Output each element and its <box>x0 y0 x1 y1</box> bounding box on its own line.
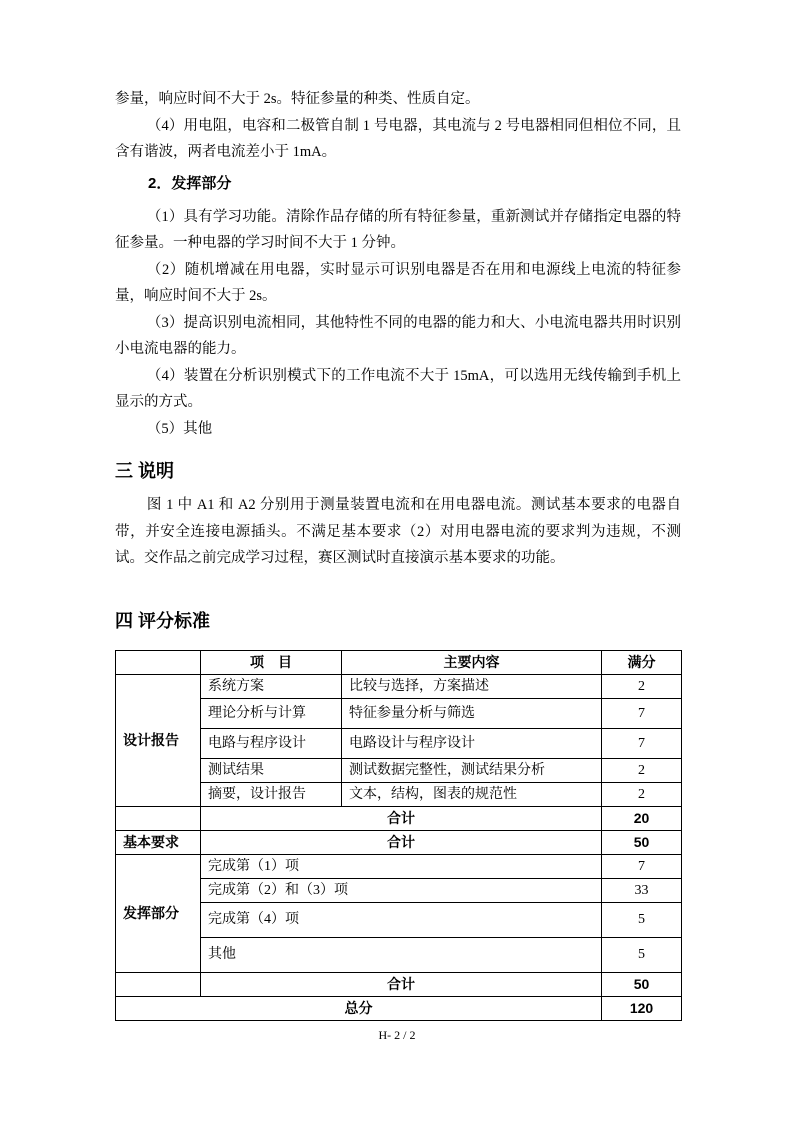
cell-content: 比较与选择，方案描述 <box>342 674 602 698</box>
table-row <box>116 758 682 782</box>
advanced-subtotal-label: 合计 <box>201 972 602 996</box>
page-content <box>115 86 681 1021</box>
empty-cell <box>116 806 201 830</box>
table-row <box>116 674 682 698</box>
header-item: 项 目 <box>201 650 342 674</box>
page-footer: H- 2 / 2 <box>378 1028 416 1042</box>
table-row <box>116 698 682 728</box>
cell-item: 电路与程序设计 <box>201 728 342 758</box>
heading-advanced-part: 2．发挥部分 <box>148 174 232 192</box>
cell-score: 7 <box>602 854 682 878</box>
group-label-advanced: 发挥部分 <box>116 854 201 972</box>
advanced-subtotal-score: 50 <box>602 972 682 996</box>
table-row <box>116 902 682 937</box>
cell-score: 5 <box>602 937 682 972</box>
cell-score: 2 <box>602 782 682 806</box>
empty-cell <box>116 972 201 996</box>
cell-content: 其他 <box>201 937 602 972</box>
cell-score: 7 <box>602 728 682 758</box>
table-row <box>116 937 682 972</box>
cell-item: 测试结果 <box>201 758 342 782</box>
cell-content: 文本，结构，图表的规范性 <box>342 782 602 806</box>
cell-content: 完成第（4）项 <box>201 902 602 937</box>
total-row <box>116 996 682 1020</box>
heading-section-scoring: 四 评分标准 <box>115 610 211 631</box>
cell-score: 5 <box>602 902 682 937</box>
paragraph-advanced-item-4: （4）装置在分析识别模式下的工作电流不大于 15mA，可以选用无线传输到手机上显示的方式。 <box>115 367 681 410</box>
table-row <box>116 854 682 878</box>
advanced-subtotal-row <box>116 972 682 996</box>
cell-score: 2 <box>602 674 682 698</box>
cell-item: 摘要，设计报告 <box>201 782 342 806</box>
heading-section-explanation: 三 说明 <box>115 461 175 481</box>
header-score: 满分 <box>602 650 682 674</box>
paragraph-advanced-item-5: （5）其他 <box>146 420 213 437</box>
design-subtotal-score: 20 <box>602 806 682 830</box>
cell-content: 特征参量分析与筛选 <box>342 698 602 728</box>
paragraph-continuation: 参量，响应时间不大于 2s。特征参量的种类、性质自定。 <box>115 91 480 107</box>
basic-subtotal-row <box>116 830 682 854</box>
paragraph-explanation: 图 1 中 A1 和 A2 分别用于测量装置电流和在用电器电流。测试基本要求的电器自带，并安全连接电源插头。不满足基本要求（2）对用电器电流的要求判为违规，不测试。交作品之前完成学习过程，赛区测试时直接演示基本要求的功能。 <box>115 497 681 566</box>
cell-content: 完成第（2）和（3）项 <box>201 878 602 902</box>
cell-item: 系统方案 <box>201 674 342 698</box>
cell-content: 完成第（1）项 <box>201 854 602 878</box>
design-subtotal-label: 合计 <box>201 806 602 830</box>
paragraph-advanced-item-3: （3）提高识别电流相同，其他特性不同的电器的能力和大、小电流电器共用时识别小电流电器的能力。 <box>115 314 681 357</box>
cell-score: 2 <box>602 758 682 782</box>
group-label-basic: 基本要求 <box>116 830 201 854</box>
paragraph-advanced-item-2: （2）随机增减在用电器，实时显示可识别电器是否在用和电源线上电流的特征参量，响应时间不大于 2s。 <box>115 261 681 304</box>
table-header-row <box>116 650 682 674</box>
table-row <box>116 728 682 758</box>
cell-item: 理论分析与计算 <box>201 698 342 728</box>
score-table <box>115 650 682 1021</box>
design-subtotal-row <box>116 806 682 830</box>
cell-score: 33 <box>602 878 682 902</box>
header-empty-cell <box>116 650 201 674</box>
basic-subtotal-score: 50 <box>602 830 682 854</box>
paragraph-advanced-item-1: （1）具有学习功能。清除作品存储的所有特征参量，重新测试并存储指定电器的特征参量。一种电器的学习时间不大于 1 分钟。 <box>115 208 681 251</box>
cell-content: 电路设计与程序设计 <box>342 728 602 758</box>
header-content: 主要内容 <box>342 650 602 674</box>
basic-subtotal-label: 合计 <box>201 830 602 854</box>
total-label: 总分 <box>116 996 602 1020</box>
group-label-design-report: 设计报告 <box>116 674 201 806</box>
table-row <box>116 782 682 806</box>
cell-score: 7 <box>602 698 682 728</box>
total-score: 120 <box>602 996 682 1020</box>
cell-content: 测试数据完整性，测试结果分析 <box>342 758 602 782</box>
table-row <box>116 878 682 902</box>
paragraph-basic-item-4: （4）用电阻，电容和二极管自制 1 号电器，其电流与 2 号电器相同但相位不同，且含有谐波，两者电流差小于 1mA。 <box>115 117 681 160</box>
